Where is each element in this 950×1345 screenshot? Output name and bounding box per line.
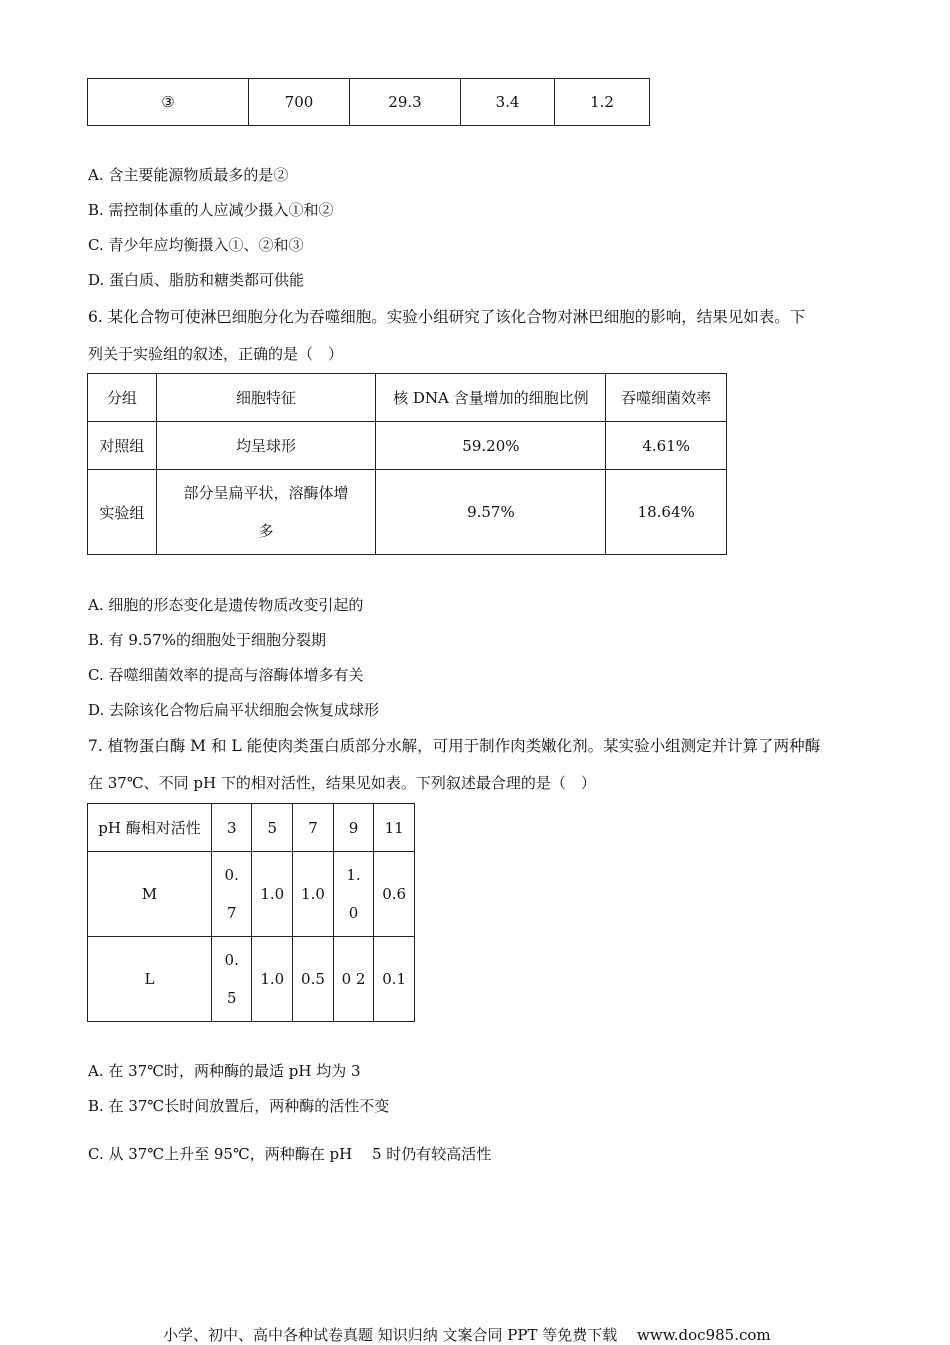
cell-line: 7 [226, 904, 237, 922]
table-cell [211, 937, 251, 1022]
table-cell: 对照组 [88, 422, 157, 470]
table-cell: ③ [88, 79, 249, 126]
table-cell: 1.2 [555, 79, 650, 126]
q5-option-b: B. 需控制体重的人应减少摄入①和② [88, 201, 334, 219]
q7-stem: 7. 植物蛋白酶 M 和 L 能使肉类蛋白质部分水解，可用于制作肉类嫩化剂。某实验小组测定并计算了两种酶 [88, 737, 821, 755]
cell-line: 多 [258, 522, 274, 540]
table-cell: 实验组 [88, 470, 157, 555]
cell-line: 5 [226, 989, 237, 1007]
cell-line: 1. [346, 866, 361, 884]
q7-option-a: A. 在 37℃时，两种酶的最适 pH 均为 3 [88, 1062, 361, 1080]
table-cell [156, 470, 376, 555]
table-header: 3 [211, 804, 251, 852]
table-header: 核 DNA 含量增加的细胞比例 [376, 374, 606, 422]
q7-stem-cont: 在 37℃、不同 pH 下的相对活性，结果见如表。下列叙述最合理的是（ ） [88, 774, 596, 792]
q6-table [87, 373, 727, 555]
table-cell: 0.6 [374, 852, 415, 937]
q6-option-d: D. 去除该化合物后扁平状细胞会恢复成球形 [88, 701, 380, 719]
table-cell [211, 852, 251, 937]
table-cell: 59.20% [376, 422, 606, 470]
page-footer: 小学、初中、高中各种试卷真题 知识归纳 文案合同 PPT 等免费下载 www.doc985.com [163, 1326, 771, 1344]
table-header: 7 [293, 804, 334, 852]
table-header: 吞噬细菌效率 [606, 374, 727, 422]
table-cell: 3.4 [461, 79, 555, 126]
q6-option-a: A. 细胞的形态变化是遗传物质改变引起的 [88, 596, 364, 614]
table-cell: 29.3 [350, 79, 461, 126]
table-cell: M [88, 852, 212, 937]
table-cell: 700 [249, 79, 350, 126]
table-cell: 均呈球形 [156, 422, 376, 470]
q5-option-a: A. 含主要能源物质最多的是② [88, 166, 289, 184]
q6-stem-cont: 列关于实验组的叙述，正确的是（ ） [88, 345, 344, 363]
table-header: 细胞特征 [156, 374, 376, 422]
table-header: 分组 [88, 374, 157, 422]
table-cell: 0 2 [333, 937, 373, 1022]
q6-option-b: B. 有 9.57%的细胞处于细胞分裂期 [88, 631, 326, 649]
table-cell: 1.0 [293, 852, 334, 937]
q7-table [87, 803, 415, 1022]
cell-line: 0. [224, 951, 239, 969]
table-cell: 1.0 [252, 852, 293, 937]
nutrition-table [87, 78, 650, 126]
table-cell: 1.0 [252, 937, 293, 1022]
q7-option-b: B. 在 37℃长时间放置后，两种酶的活性不变 [88, 1097, 390, 1115]
table-cell: L [88, 937, 212, 1022]
cell-line: 0. [224, 866, 239, 884]
table-cell: 0.5 [293, 937, 334, 1022]
table-cell: 4.61% [606, 422, 727, 470]
q6-stem: 6. 某化合物可使淋巴细胞分化为吞噬细胞。实验小组研究了该化合物对淋巴细胞的影响，结果见如表。下 [88, 308, 806, 326]
table-cell: 9.57% [376, 470, 606, 555]
q6-option-c: C. 吞噬细菌效率的提高与溶酶体增多有关 [88, 666, 364, 684]
cell-line: 部分呈扁平状，溶酶体增 [183, 484, 349, 502]
table-cell: 0.1 [374, 937, 415, 1022]
q7-option-c: C. 从 37℃上升至 95℃，两种酶在 pH 5 时仍有较高活性 [88, 1145, 492, 1163]
table-header: 9 [333, 804, 373, 852]
table-header: 11 [374, 804, 415, 852]
table-cell [333, 852, 373, 937]
table-header: 5 [252, 804, 293, 852]
cell-line: 0 [348, 904, 359, 922]
q5-option-d: D. 蛋白质、脂肪和糖类都可供能 [88, 271, 305, 289]
q5-option-c: C. 青少年应均衡摄入①、②和③ [88, 236, 304, 254]
table-cell: 18.64% [606, 470, 727, 555]
table-header: pH 酶相对活性 [88, 804, 212, 852]
